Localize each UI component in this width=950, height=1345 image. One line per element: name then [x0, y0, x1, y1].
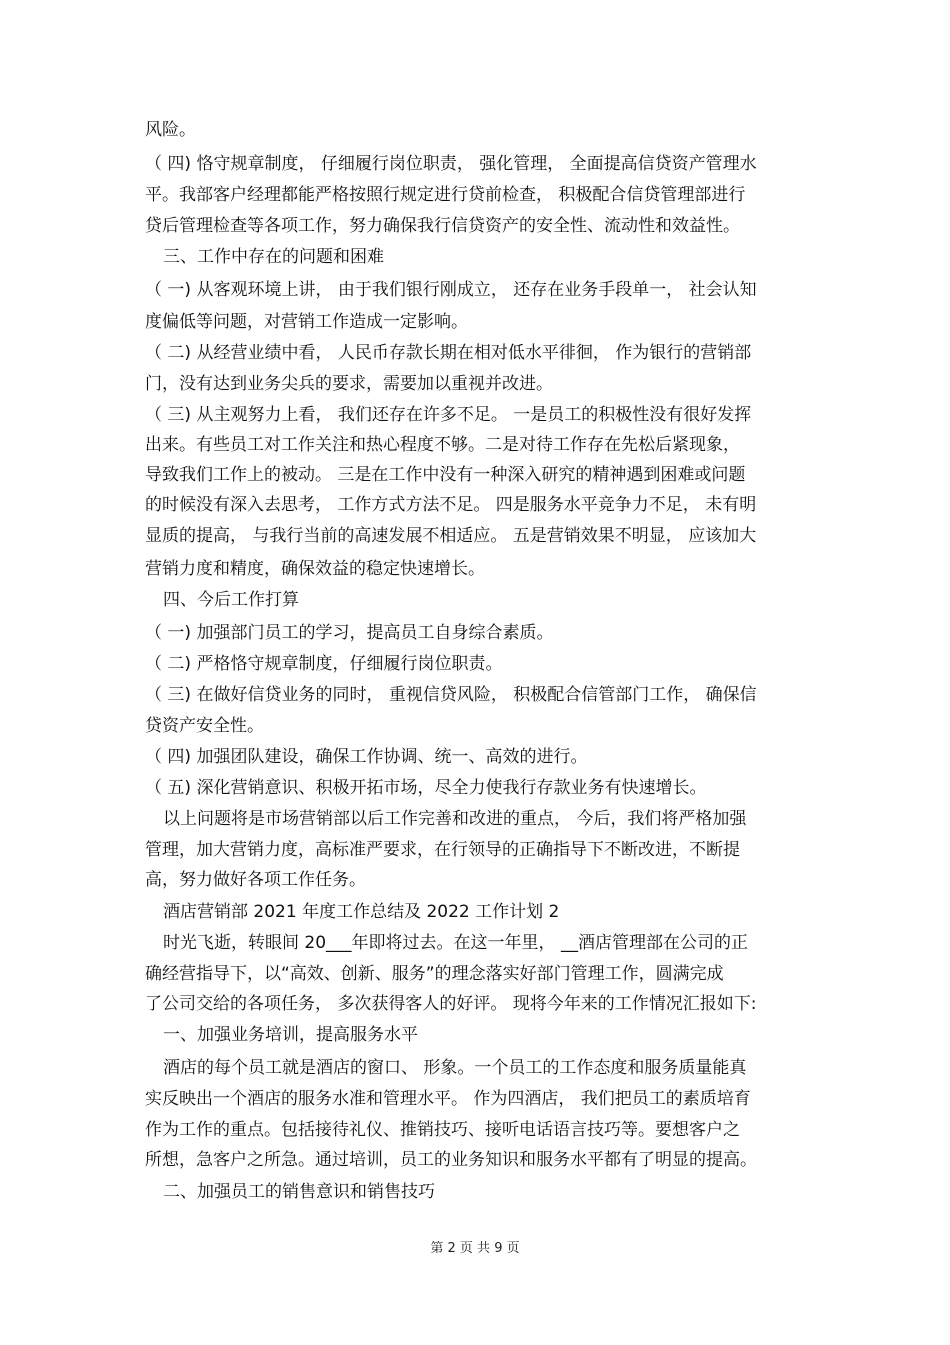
text-line: 实反映出一个酒店的服务水准和管理水平。 作为四酒店， 我们把员工的素质培育 — [145, 1089, 751, 1109]
text-line: （ 四) 加强团队建设，确保工作协调、统一、高效的进行。 — [145, 747, 588, 767]
section-heading: 一、加强业务培训，提高服务水平 — [163, 1025, 418, 1045]
text-line: （ 二) 从经营业绩中看， 人民币存款长期在相对低水平徘徊， 作为银行的营销部 — [145, 343, 752, 363]
page-number-footer: 第 2 页 共 9 页 — [430, 1241, 520, 1256]
text-line: 营销力度和精度，确保效益的稳定快速增长。 — [145, 559, 485, 579]
section-heading: 四、今后工作打算 — [163, 590, 299, 610]
text-line: 作为工作的重点。包括接待礼仪、推销技巧、接听电话语言技巧等。要想客户之 — [145, 1120, 740, 1140]
text-line: 门，没有达到业务尖兵的要求，需要加以重视并改进。 — [145, 374, 553, 394]
text-line: 出来。有些员工对工作关注和热心程度不够。二是对待工作存在先松后紧现象， — [145, 435, 740, 455]
text-line: 确经营指导下，以“高效、创新、服务”的理念落实好部门管理工作，圆满完成 — [145, 964, 724, 984]
text-line: （ 一) 加强部门员工的学习，提高员工自身综合素质。 — [145, 623, 554, 643]
text-line: （ 三) 在做好信贷业务的同时， 重视信贷风险， 积极配合信管部门工作， 确保信 — [145, 685, 757, 705]
text-line: 的时候没有深入去思考， 工作方式方法不足。 四是服务水平竞争力不足， 未有明 — [145, 495, 757, 515]
text-line: 时光飞逝，转眼间 20___年即将过去。在这一年里， __酒店管理部在公司的正 — [163, 933, 748, 953]
document-subtitle: 酒店营销部 2021 年度工作总结及 2022 工作计划 2 — [163, 902, 560, 922]
text-line: 导致我们工作上的被动。 三是在工作中没有一种深入研究的精神遇到困难或问题 — [145, 465, 746, 485]
text-line: 所想，急客户之所急。通过培训，员工的业务知识和服务水平都有了明显的提高。 — [145, 1150, 757, 1170]
text-line: 贷后管理检查等各项工作，努力确保我行信贷资产的安全性、流动性和效益性。 — [145, 216, 740, 236]
text-line: 显质的提高， 与我行当前的高速发展不相适应。 五是营销效果不明显， 应该加大 — [145, 526, 757, 546]
text-line: 贷资产安全性。 — [145, 716, 264, 736]
text-line: （ 四) 恪守规章制度， 仔细履行岗位职责， 强化管理， 全面提高信贷资产管理水 — [145, 154, 757, 174]
text-line: 以上问题将是市场营销部以后工作完善和改进的重点， 今后，我们将严格加强 — [163, 809, 747, 829]
section-heading: 二、加强员工的销售意识和销售技巧 — [163, 1182, 435, 1202]
section-heading: 三、工作中存在的问题和困难 — [163, 247, 384, 267]
text-line: （ 五) 深化营销意识、积极开拓市场，尽全力使我行存款业务有快速增长。 — [145, 778, 707, 798]
text-line: （ 三) 从主观努力上看， 我们还存在许多不足。 一是员工的积极性没有很好发挥 — [145, 405, 752, 425]
text-line: 酒店的每个员工就是酒店的窗口、 形象。一个员工的工作态度和服务质量能真 — [163, 1058, 747, 1078]
text-line: （ 二) 严格恪守规章制度，仔细履行岗位职责。 — [145, 654, 503, 674]
text-line: 平。我部客户经理都能严格按照行规定进行贷前检查， 积极配合信贷管理部进行 — [145, 185, 746, 205]
text-line: 管理，加大营销力度，高标准严要求，在行领导的正确指导下不断改进，不断提 — [145, 840, 740, 860]
text-line: 风险。 — [145, 120, 196, 140]
text-line: 高，努力做好各项工作任务。 — [145, 870, 366, 890]
text-line: （ 一) 从客观环境上讲， 由于我们银行刚成立， 还存在业务手段单一， 社会认知 — [145, 280, 757, 300]
text-line: 了公司交给的各项任务， 多次获得客人的好评。 现将今年来的工作情况汇报如下: — [145, 994, 757, 1014]
text-line: 度偏低等问题，对营销工作造成一定影响。 — [145, 312, 468, 332]
